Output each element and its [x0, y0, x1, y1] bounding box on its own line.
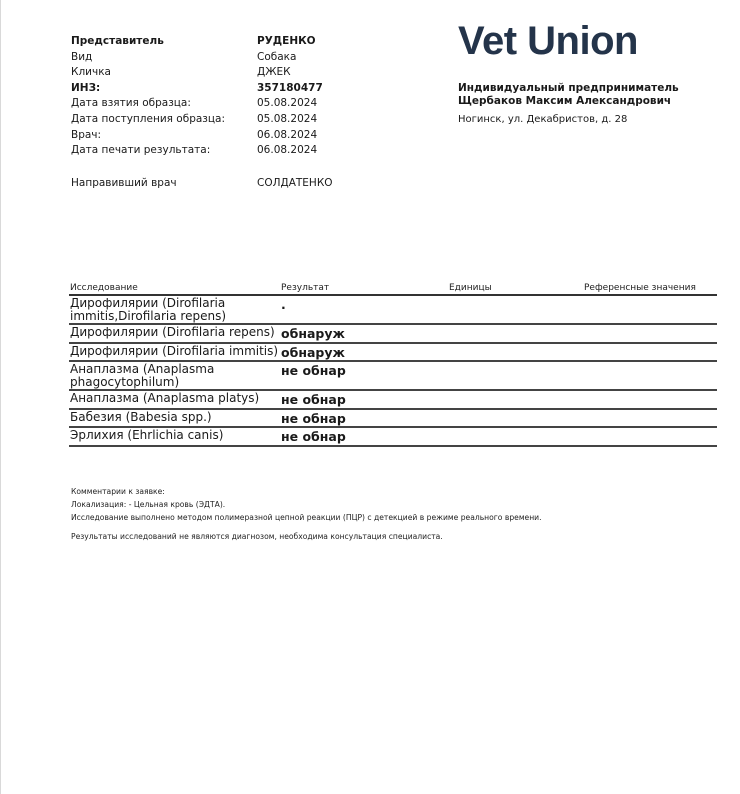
test-name: Бабезия (Babesia spp.)	[69, 409, 280, 428]
test-reference	[583, 361, 717, 390]
table-row	[69, 295, 717, 324]
test-result: не обнар	[280, 427, 431, 446]
field-value: Собака	[257, 50, 297, 63]
field-sample-date	[71, 96, 333, 112]
comments-title: Комментарии к заявке:	[71, 487, 165, 496]
table-row	[69, 343, 717, 362]
test-name: Анаплазма (Anaplasma platys)	[69, 390, 280, 409]
field-value: 06.08.2024	[257, 128, 318, 141]
test-reference	[583, 324, 717, 343]
header-result: Результат	[280, 283, 431, 295]
comments-method: Исследование выполнено методом полимеразной цепной реакции (ПЦР) с детекцией в режиме реального времени.	[71, 513, 542, 522]
table-row	[69, 361, 717, 390]
comments-localization: Локализация: - Цельная кровь (ЭДТА).	[71, 500, 226, 509]
field-representative	[71, 34, 333, 50]
field-value: ДЖЕК	[257, 66, 291, 79]
table-row	[69, 409, 717, 428]
test-units	[431, 324, 583, 343]
organization-type: Индивидуальный предприниматель	[458, 82, 679, 94]
table-row	[69, 390, 717, 409]
organization-name	[458, 82, 679, 108]
field-label: Дата печати результата:	[71, 144, 211, 157]
field-nickname	[71, 65, 333, 81]
field-doctor	[71, 128, 333, 144]
test-result: обнаруж	[280, 343, 431, 362]
field-value: 05.08.2024	[257, 97, 318, 110]
field-label: Вид	[71, 50, 93, 63]
test-reference	[583, 427, 717, 446]
comments-disclaimer: Результаты исследований не являются диагнозом, необходима консультация специалиста.	[71, 532, 443, 541]
field-label: ИНЗ:	[71, 81, 101, 94]
field-inz	[71, 81, 333, 97]
test-units	[431, 361, 583, 390]
test-reference	[583, 343, 717, 362]
patient-info	[71, 34, 333, 191]
field-label: Дата поступления образца:	[71, 112, 225, 125]
organization-owner: Щербаков Максим Александрович	[458, 95, 672, 107]
field-print-date	[71, 143, 333, 159]
organization-address: Ногинск, ул. Декабристов, д. 28	[458, 114, 628, 125]
field-receipt-date	[71, 112, 333, 128]
test-name: Эрлихия (Ehrlichia canis)	[69, 427, 280, 446]
test-result: обнаруж	[280, 324, 431, 343]
table-row	[69, 324, 717, 343]
test-units	[431, 409, 583, 428]
test-result: не обнар	[280, 361, 431, 390]
field-label: Врач:	[71, 128, 102, 141]
field-label: Направивший врач	[71, 176, 177, 189]
comments-block	[71, 485, 542, 543]
test-reference	[583, 409, 717, 428]
test-result: не обнар	[280, 409, 431, 428]
header-reference: Референсные значения	[583, 283, 717, 295]
field-referring-doctor	[71, 176, 333, 192]
test-reference	[583, 295, 717, 324]
vet-union-logo: Vet Union	[458, 19, 638, 63]
test-units	[431, 427, 583, 446]
test-reference	[583, 390, 717, 409]
test-units	[431, 295, 583, 324]
test-name: Дирофилярии (Dirofilaria immitis)	[69, 343, 280, 362]
test-name: Дирофилярии (Dirofilaria immitis,Dirofilaria repens)	[69, 295, 280, 324]
test-name: Анаплазма (Anaplasma phagocytophilum)	[69, 361, 280, 390]
field-label: Кличка	[71, 66, 111, 79]
header-test: Исследование	[69, 283, 280, 295]
results-header-row	[69, 283, 717, 295]
test-name: Дирофилярии (Dirofilaria repens)	[69, 324, 280, 343]
field-species	[71, 50, 333, 66]
field-value: 05.08.2024	[257, 112, 318, 125]
field-value: СОЛДАТЕНКО	[257, 176, 333, 189]
test-units	[431, 390, 583, 409]
test-units	[431, 343, 583, 362]
field-value: 357180477	[257, 81, 323, 94]
test-result: .	[280, 295, 431, 324]
table-row	[69, 427, 717, 446]
field-value: РУДЕНКО	[257, 35, 316, 47]
header-units: Единицы	[431, 283, 583, 295]
organization-block	[458, 18, 679, 125]
field-label: Дата взятия образца:	[71, 97, 191, 110]
test-result: не обнар	[280, 390, 431, 409]
results-table	[69, 283, 717, 447]
field-value: 06.08.2024	[257, 144, 318, 157]
spacer	[71, 159, 333, 176]
field-label: Представитель	[71, 35, 164, 47]
